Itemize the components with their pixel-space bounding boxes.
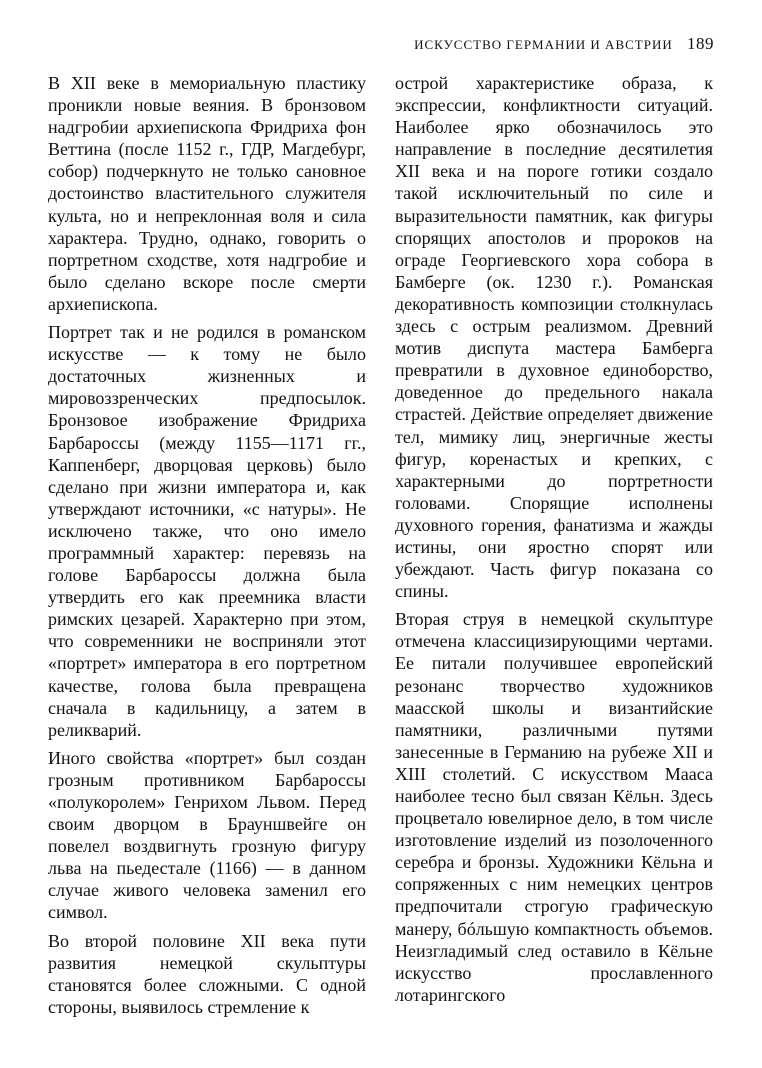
right-column [395, 72, 713, 1012]
paragraph: острой характеристике образа, к экспрессии, конфликтности ситуаций. Наиболее ярко обозначилось это направление в последние десятилетия XII века и на пороге готики создало такой исключительный по силе и выразительности памятник, как фигуры спорящих апостолов и пророков на ограде Георгиевского хора собора в Бамберге (ок. 1230 г.). Романская декоративность композиции столкнулась здесь с острым реализмом. Древний мотив диспута мастера Бамберга превратили в духовное единоборство, доведенное до предельного накала страстей. Действие определяет движение тел, мимику лиц, энергичные жесты фигур, коренастых и крепких, с характерными до портретности головами. Спорящие исполнены духовного горения, фанатизма и жажды истины, они яростно спорят или убеждают. Часть фигур показана со спины. [395, 73, 713, 602]
paragraph: Во второй половине XII века пути развития немецкой скульптуры становятся более сложными. С одной стороны, выявилось стремление к [48, 930, 366, 1017]
paragraph: В XII веке в мемориальную пластику проникли новые веяния. В бронзовом надгробии архиепископа Фридриха фон Веттина (после 1152 г., ГДР, Магдебург, собор) подчеркнуто не только сановное достоинство властительного служителя культа, но и непреклонная воля и сила характера. Трудно, однако, говорить о портретном сходстве, хотя надгробие и было сделано вскоре после смерти архиепископа. [48, 73, 366, 314]
left-column [48, 72, 366, 1024]
paragraph: Иного свойства «портрет» был создан грозным противником Барбароссы «полукоролем» Генрихом Львом. Перед своим дворцом в Брауншвейге он повелел воздвигнуть грозную фигуру льва на пьедестале (1166) — в данном случае живого человека заменил его символ. [48, 747, 366, 923]
running-header [414, 34, 714, 54]
paragraph: Вторая струя в немецкой скульптуре отмечена классицизирующими чертами. Ее питали получившее европейский резонанс творчество художников маасской школы и византийские памятники, различными путями занесенные в Германию на рубеже XII и XIII столетий. С искусством Мааса наиболее тесно был связан Кёльн. Здесь процветало ювелирное дело, в том числе изготовление изделий из позолоченного серебра и бронзы. Художники Кёльна и сопряженных с ним немецких центров предпочитали строгую графическую манеру, бóльшую компактность объемов. Неизгладимый след оставило в Кёльне искусство прославленного лотарингского [395, 609, 713, 1005]
running-title: ИСКУССТВО ГЕРМАНИИ И АВСТРИИ [414, 37, 673, 52]
page-number: 189 [687, 34, 714, 53]
paragraph: Портрет так и не родился в романском искусстве — к тому не было достаточных жизненных и мировоззренческих предпосылок. Бронзовое изображение Фридриха Барбароссы (между 1155—1171 гг., Каппенберг, дворцовая церковь) было сделано при жизни императора и, как утверждают источники, «с натуры». Не исключено также, что оно имело программный характер: перевязь на голове Барбароссы должна была утвердить его как преемника власти римских цезарей. Характерно при этом, что современники не восприняли этот «портрет» императора в его портретном качестве, голова была превращена сначала в кадильницу, а затем в реликварий. [48, 322, 366, 740]
